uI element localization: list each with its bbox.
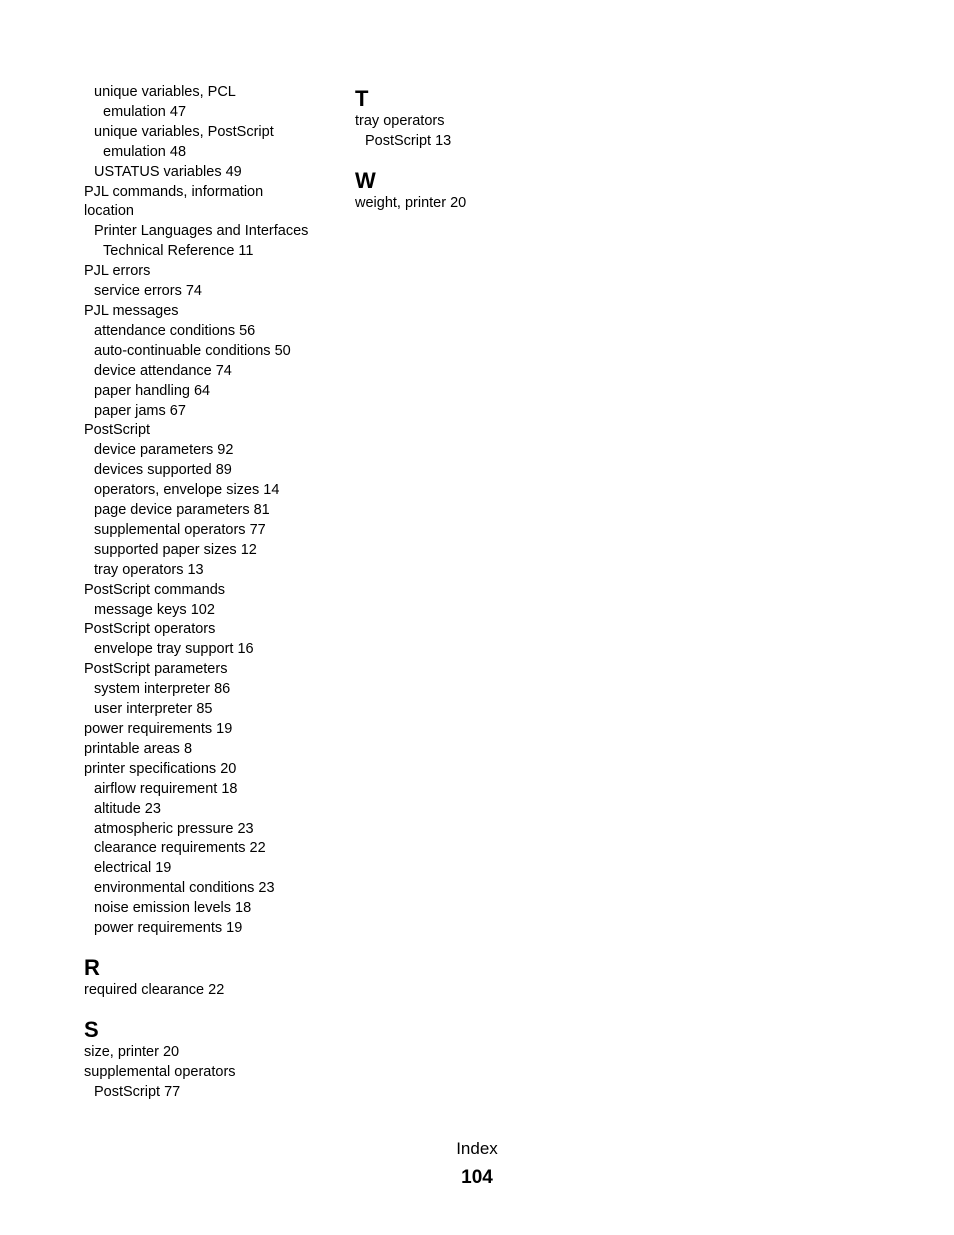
- index-subentry: envelope tray support 16: [94, 641, 254, 658]
- index-subentry: PostScript 13: [365, 132, 452, 149]
- index-letter-heading: T: [355, 86, 369, 111]
- index-subentry: user interpreter 85: [94, 701, 213, 718]
- index-subentry: PostScript 77: [94, 1083, 181, 1100]
- index-subentry: noise emission levels 18: [94, 900, 252, 917]
- index-subentry: attendance conditions 56: [94, 322, 256, 339]
- index-entry: power requirements 19: [84, 721, 233, 737]
- index-subentry: airflow requirement 18: [94, 780, 238, 797]
- index-subentry: device parameters 92: [94, 442, 234, 459]
- index-subentry: operators, envelope sizes 14: [94, 482, 280, 499]
- index-subentry: unique variables, PCL: [94, 84, 236, 100]
- index-subentry: supplemental operators 77: [94, 521, 266, 538]
- index-entry: weight, printer 20: [355, 194, 467, 211]
- index-entry: PostScript parameters: [84, 661, 228, 678]
- index-subentry: auto-continuable conditions 50: [94, 342, 291, 359]
- index-subentry: emulation 47: [103, 103, 187, 120]
- index-subentry: supported paper sizes 12: [94, 541, 257, 558]
- index-subentry: paper handling 64: [94, 382, 211, 399]
- index-subentry: message keys 102: [94, 601, 215, 618]
- index-subentry: environmental conditions 23: [94, 880, 275, 897]
- index-entry: supplemental operators: [84, 1063, 236, 1080]
- index-subentry: power requirements 19: [94, 920, 243, 937]
- index-column-right: [355, 84, 615, 214]
- index-subentry: atmospheric pressure 23: [94, 820, 254, 837]
- footer-page-number: 104: [461, 1167, 493, 1188]
- index-letter-heading: W: [355, 167, 376, 193]
- index-subentry: device attendance 74: [94, 362, 232, 379]
- index-subentry: clearance requirements 22: [94, 840, 266, 857]
- index-subentry: Printer Languages and Interfaces: [94, 223, 309, 240]
- index-subentry: Technical Reference 11: [103, 243, 254, 260]
- index-subentry: electrical 19: [94, 860, 172, 877]
- index-column-left: [84, 83, 344, 1103]
- index-entry: printer specifications 20: [84, 760, 237, 777]
- index-entry: PostScript commands: [84, 581, 226, 598]
- index-letter-heading: S: [84, 1016, 99, 1042]
- index-entry: PostScript: [84, 422, 151, 439]
- index-entry: PJL commands, information: [84, 183, 264, 200]
- index-subentry: service errors 74: [94, 283, 202, 300]
- index-entry: required clearance 22: [84, 981, 225, 998]
- index-subentry: devices supported 89: [94, 462, 232, 479]
- index-subentry: page device parameters 81: [94, 502, 270, 519]
- index-entry: location: [84, 203, 134, 220]
- index-subentry: USTATUS variables 49: [94, 163, 242, 180]
- index-subentry: tray operators 13: [94, 561, 204, 578]
- index-subentry: altitude 23: [94, 800, 161, 817]
- footer-section-title: Index: [456, 1139, 498, 1158]
- index-entry: tray operators: [355, 113, 445, 129]
- index-entry: PJL messages: [84, 302, 179, 319]
- index-subentry: unique variables, PostScript: [94, 123, 274, 140]
- index-entry: PJL errors: [84, 263, 151, 280]
- index-subentry: paper jams 67: [94, 402, 186, 419]
- index-subentry: system interpreter 86: [94, 681, 231, 698]
- index-entry: printable areas 8: [84, 740, 193, 757]
- index-entry: PostScript operators: [84, 621, 216, 638]
- index-entry: size, printer 20: [84, 1043, 180, 1060]
- index-subentry: emulation 48: [103, 143, 187, 160]
- index-letter-heading: R: [84, 954, 100, 980]
